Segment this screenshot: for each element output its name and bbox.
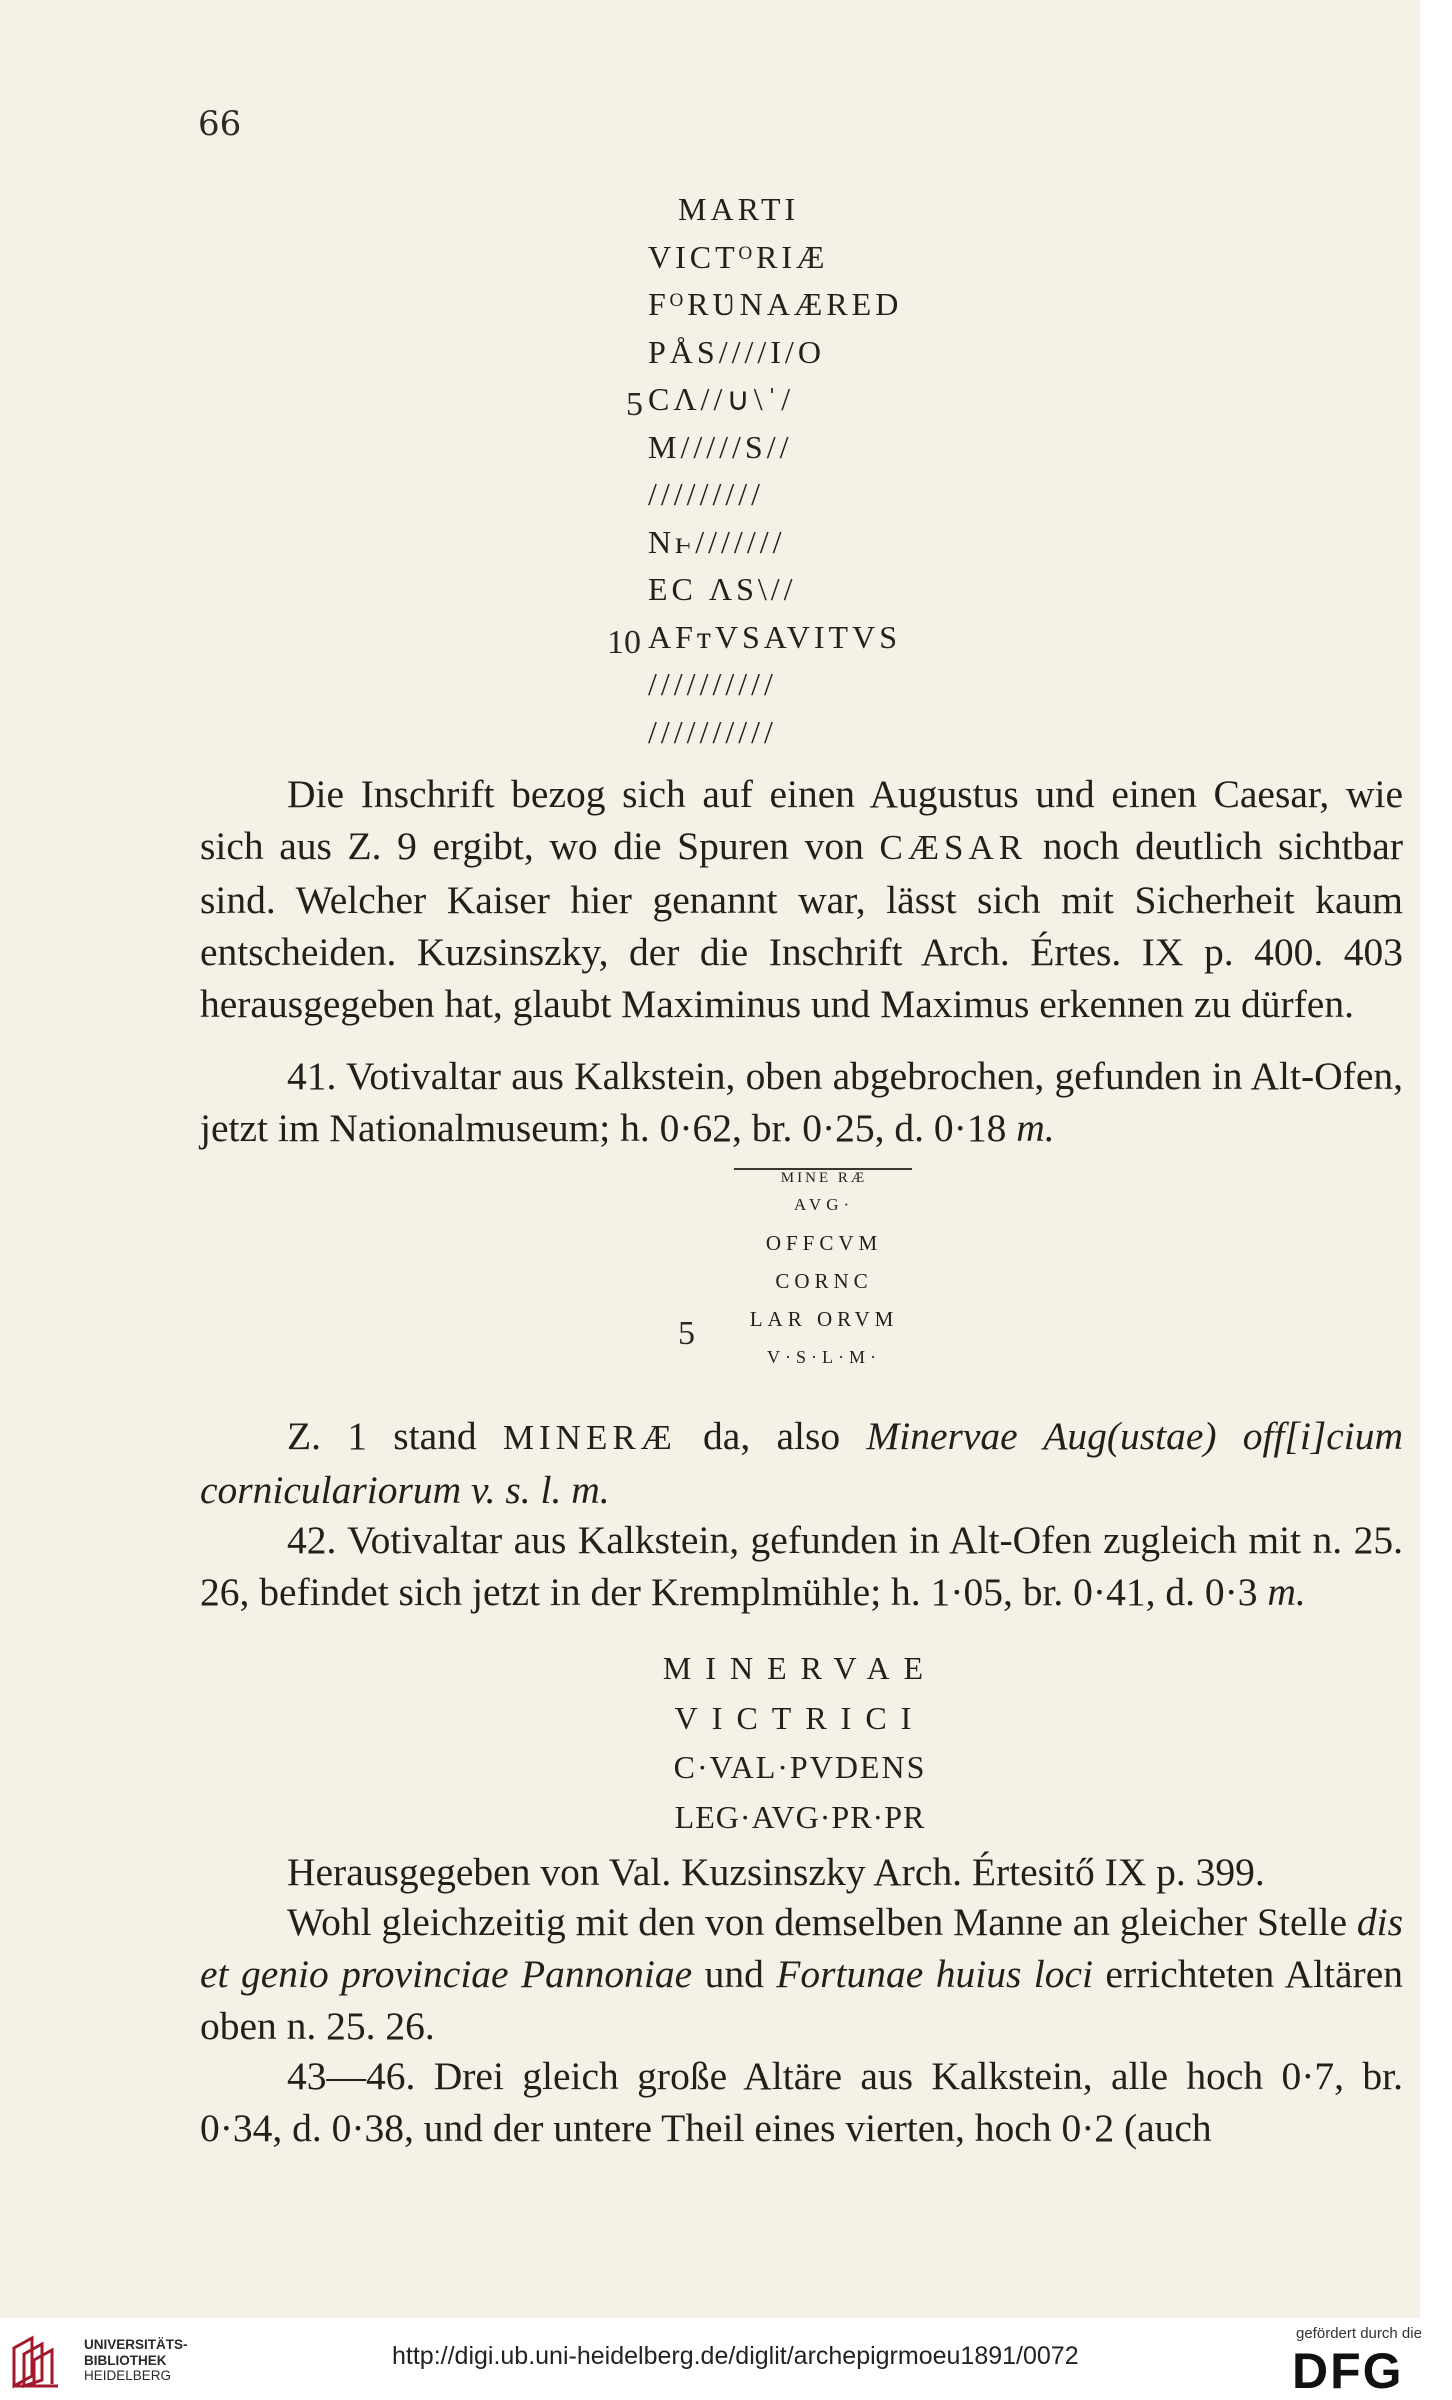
text-span: und	[692, 1952, 777, 1996]
inscription-line: MINE RÆ	[780, 1170, 868, 1186]
entry-42	[200, 1514, 1403, 1618]
line-number-5: 5	[626, 386, 643, 423]
inscription-40	[648, 186, 902, 756]
paragraph-commentary-40	[200, 768, 1403, 1030]
inscription-line: CORNϹ	[775, 1269, 873, 1293]
digitization-url-link[interactable]: http://digi.ub.uni-heidelberg.de/diglit/archepigrmoeu1891/0072	[392, 2342, 1079, 2370]
inscription-line: //////////	[648, 666, 777, 702]
minerae-small-caps: MINERÆ	[502, 1418, 677, 1457]
funding-caption: gefördert durch die	[1296, 2325, 1422, 2342]
text-span: da, also	[676, 1414, 867, 1458]
unit: m.	[1267, 1570, 1306, 1614]
inscription-41	[726, 1170, 922, 1376]
inscription-line: EC ΛS\//	[648, 571, 797, 607]
inscription-line: AVG·	[793, 1195, 855, 1214]
inscription-line: VICTᴼRIÆ	[648, 238, 829, 275]
inscription-line: /////////	[648, 476, 765, 512]
inscription-line: AFᴛVSAVITVS	[648, 618, 901, 655]
italic-reading: Minervae Aug(ustae) off[i]cium corniculariorum v. s. l. m.	[200, 1414, 1403, 1512]
entry-43-46: 43—46. Drei gleich große Altäre aus Kalkstein, alle hoch 0·7, br. 0·34, d. 0·38, und der untere Theil eines vierten, hoch 0·2 (auch	[200, 2054, 1403, 2150]
inscription-line: Nⱶ///////	[648, 523, 786, 560]
line-number-5: 5	[678, 1315, 695, 1352]
text-span: Z. 1 stand	[287, 1414, 503, 1458]
text-span: noch deutlich sichtbar sind. Welcher Kaiser hier genannt war, lässt sich mit Sicherheit kaum entscheiden. Kuzsinszky, der die Inschrift Arch. Értes. IX p. 400. 403 herausgegeben hat, glaubt Maximinus und Maximus erkennen zu dürfen.	[200, 824, 1403, 1026]
inscription-line: MARTI	[678, 191, 800, 227]
caesar-small-caps: CÆSAR	[879, 828, 1028, 867]
line-number-10: 10	[607, 624, 641, 661]
unit: m.	[1016, 1106, 1055, 1150]
italic-dedication: Fortunae huius loci	[776, 1952, 1093, 1996]
entry-41	[200, 1050, 1403, 1154]
italic-dedication: dis et genio provinciae Pannoniae	[200, 1900, 1403, 1996]
inscription-line: LEG·AVG·PR·PR	[674, 1798, 926, 1835]
paragraph-herausgegeben: Herausgegeben von Val. Kuzsinszky Arch. Értesitő IX p. 399.	[287, 1850, 1265, 1894]
university-library-name	[84, 2337, 188, 2384]
inscription-line: VICTRICI	[674, 1699, 926, 1736]
inscription-line: MINERVAE	[662, 1650, 938, 1686]
entry-41-text: 41. Votivaltar aus Kalkstein, oben abgebrochen, gefunden in Alt-Ofen, jetzt im Nationalmuseum; h. 0·62, br. 0·25, d. 0·18	[200, 1054, 1403, 1150]
university-library-logo-icon	[10, 2334, 62, 2390]
inscription-line: //////////	[648, 713, 777, 750]
inscription-line: LAR ORVM	[749, 1307, 899, 1331]
inscription-line: M/////S//	[648, 428, 793, 465]
entry-42-text: 42. Votivaltar aus Kalkstein, gefunden in Alt-Ofen zugleich mit n. 25. 26, befindet sich jetzt in der Kremplmühle; h. 1·05, br. 0·41, d. 0·3	[200, 1518, 1403, 1614]
footer-bar	[0, 2318, 1452, 2398]
library-line: HEIDELBERG	[84, 2368, 172, 2383]
paragraph-wohl	[200, 1896, 1403, 2052]
inscription-line: PÅS////I/O	[648, 333, 825, 370]
text-span: Wohl gleichzeitig mit den von demselben Manne an gleicher Stelle	[287, 1900, 1357, 1944]
text-span: errichteten Altären oben n. 25. 26.	[200, 1952, 1403, 2048]
page-number: 66	[198, 104, 242, 144]
paragraph-z1	[200, 1410, 1403, 1516]
inscription-line: FᴼRƲNAÆRED	[648, 286, 903, 322]
dfg-logo: DFG	[1292, 2343, 1404, 2399]
inscription-line: V·S·L·M·	[767, 1347, 881, 1367]
inscription-42	[640, 1644, 960, 1842]
inscription-line: CΛ//∪\ˈ/	[648, 381, 795, 417]
inscription-line: OFFϹVM	[765, 1231, 883, 1255]
inscription-line: C·VAL·PVDENS	[673, 1749, 927, 1785]
library-line: UNIVERSITÄTS-	[84, 2337, 188, 2352]
text-span: Die Inschrift bezog sich auf einen Augustus und einen Caesar, wie sich aus Z. 9 ergibt, wo die Spuren von	[200, 772, 1403, 868]
library-line: BIBLIOTHEK	[84, 2352, 167, 2368]
